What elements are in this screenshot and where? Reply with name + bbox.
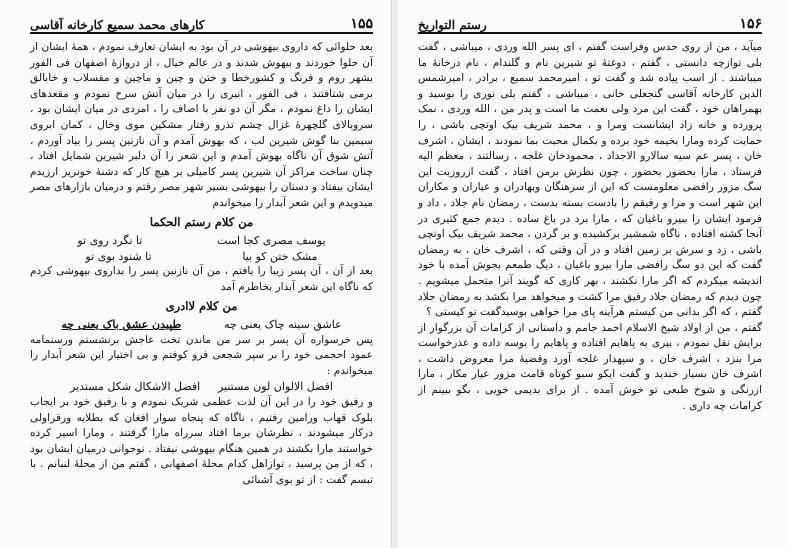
text-line: آقاسی گنجعلی خانی ، میباشی ، گفتم بلی نوری را بوسید و بهمراهان خود ، bbox=[418, 87, 763, 116]
hemistich: تا نگرد روی تو bbox=[77, 234, 143, 248]
verse-line bbox=[40, 249, 363, 265]
text-line: رافضی مارا بیرو باغیان ، دیگ طمعم بجوش آمده با خود اندیشه میکردم که bbox=[418, 259, 762, 287]
left-running-title: کارهای محمد سمیع کارخانه آقاسی bbox=[30, 18, 205, 32]
left-para-3 bbox=[30, 333, 373, 380]
left-para-4 bbox=[30, 395, 373, 489]
hemistich: یوسف مصری کجا است bbox=[216, 234, 326, 248]
section-heading: من کلام لاادری bbox=[165, 298, 238, 313]
text-line: بعد حلوائی که داروی بیهوشی در آن بود به ایشان تعارف نمودم ، همهٔ ایشان از bbox=[30, 41, 373, 53]
text-line: گفت این مرد ولی نعمت ما است و پدر من ، الله وردی ، نمک پرورده و خانه زاد bbox=[418, 103, 762, 131]
left-page-number: ۱۵۵ bbox=[350, 16, 373, 32]
text-line: مارا بکشند در همین هنگام بیهوشی نیفتاد . bbox=[148, 442, 334, 455]
text-line: توازچه دانستی ، گفتم ، دوغتهٔ تو شیرین نام و گلندام ، نام درخانهٔ ما میباشند . از bbox=[418, 56, 762, 85]
text-line: چون دیدم که رمضان جلاد رفیق مرا کشت و میخواهد مرا بکشد به bbox=[473, 290, 762, 303]
text-line: نوجوانی درمیان ایشان بود ، که از من پرسید ، توازاهل کدام bbox=[30, 442, 373, 471]
left-para-2 bbox=[30, 264, 373, 295]
text-line: اسب پیاده شد و گفت تو ، امیرمحمد سمیع ، برادر ، امیرشمس الدین کارخانه bbox=[418, 72, 762, 100]
text-line: که ناگاه این شعر آبدار بخاطرم آمد bbox=[220, 280, 373, 293]
text-line: رفیقم را بادست بسته بدست ، رمضان نام جلاد ، داد و فرمود ایشان را ببیرو باغیان bbox=[418, 196, 762, 225]
right-page-header bbox=[418, 10, 762, 34]
right-page-number: ۱۵۶ bbox=[739, 16, 762, 32]
hemistich: افضل الاشکال شکل مستدیر bbox=[70, 380, 201, 394]
text-line: ناگاه بهوش آمدم و این شعر را آن دلبر شیرین شمایل افتاد ، چنان ساخت مراکز آن bbox=[30, 150, 373, 178]
text-line: شمشیر برکشیده و بر گردن ، محمد شریف بیک اوتچی باشی ، زد و سرش بر زمین bbox=[418, 228, 762, 256]
hemistich: طپیدن عشق باک یعنی چه bbox=[61, 318, 182, 332]
text-line: رمضان جلاد گفتم ، که اگر بدانی من کیستم هرآینه پای مرا خواهی بوسیدگفت bbox=[418, 290, 762, 319]
text-line: که ، مارا برد در باغ ساده . دیدم جمع کثیری در آنجا کشته افتاده ، ناگاه bbox=[418, 212, 762, 241]
text-line: میآید ، من از روی حدس وفراست گفتم ، ای پسر الله وردی ، میباشی ، گفت بلی bbox=[418, 41, 762, 69]
text-line: بسیر شهر مصر رفتم و درمیان بازارهای مصر میدویدم و این شعر آبدار را میخواندم bbox=[30, 181, 373, 209]
right-running-title: رستم التواریخ bbox=[418, 18, 487, 32]
text-line: اگر مارا نکشند ، بهر کاری که گویند آنرا متحمل میشویم . bbox=[418, 274, 677, 287]
text-line: غزال چشم تذرو رفتار مشکین موی وخال ، کمان ابروی سیمین بنا گوش شیرین bbox=[30, 118, 373, 147]
text-line: افتاد و در آن وقتی که ، اشرف خان ، به رمضان گفت که این دو سگ bbox=[418, 243, 762, 272]
text-line: و رفیق خود را در این آن لذت عظمی شریک نمودم و با رفیق خود بر ایجاب bbox=[30, 396, 373, 409]
text-line: از برایش نقل نمودم ، بیری به پاهایم افتاده و پاهایم را بوسه داده و عذرخواست bbox=[418, 321, 762, 350]
text-line: سیه سالارو الاجداد ، محمودخان غلجه ، رسالتند ، معظم الیه فرستاد ، مارا بحضور bbox=[418, 150, 762, 178]
text-line: آن حلوا خوردند و بیهوش شدند و در عالم خیال ، از دروازهٔ اصفهان فی الفور bbox=[30, 56, 373, 69]
text-line: خود برده و بکمال محبت بما نمودند ، ایشان ، اشرف خان ، پسر عم bbox=[418, 134, 762, 163]
text-line: مرا بنزد ، اشرف خان ، و سپهدار غلجه آورد وقضیهٔ مرا معروض داشت ، اشرف bbox=[418, 352, 762, 381]
text-line: چه داری . bbox=[682, 399, 726, 412]
hemistich: عاشق سینه چاک یعنی چه bbox=[224, 318, 342, 332]
text-line: خود را بر سپر شجعی فرو کوفتم و بی اختیار این شعر آبدار را میخواندم : bbox=[30, 349, 373, 377]
left-page bbox=[0, 0, 392, 548]
text-line: پس خرسواره آن پسر بر سر من ماندن تخت عاجش برنشستم ورسنمامه عمود احجمی bbox=[30, 333, 374, 362]
text-line: شوخ طبعی تو خوش آمده . از برای بدیمی خویی ، بگو ببینم از کرامات bbox=[418, 384, 762, 412]
right-para-1 bbox=[418, 40, 762, 321]
text-line: تو کیستی ؟ bbox=[426, 306, 477, 319]
left-page-body bbox=[30, 40, 373, 542]
hemistich: تا شنود بوی تو bbox=[85, 249, 152, 263]
text-line: فی الفور ، انبری را در میان آتش سرخ نمودم و مقعدهای ایشان را داغ bbox=[30, 87, 373, 116]
verse-line bbox=[40, 317, 363, 333]
text-line: خان بسیار خندید و گفت ایکو سبو کوتاه قامت مزور عیار مکار ، مارا ازرنگی و bbox=[418, 368, 762, 397]
right-page-body bbox=[418, 40, 762, 542]
text-line: گفتم ، من از اولاد شیخ الاسلام احمد جامم و داستانی از کرامات آن بزرگوار bbox=[429, 321, 762, 334]
text-line: شیرین پسر کامیلی بر هیچ کار که دشنهٔ خونریز ارزیدم ایشان بیفتاد و دستان را بیهوشی bbox=[30, 165, 374, 194]
text-line: میشودند ، نظرشان برما افتاد سرراه مارا گرفتند ، ومارا اسیر کرده خواستند bbox=[30, 427, 373, 455]
text-line: نمودم ، مگر آن دو نفر با اصاف را ، امردی در میان ایشان بود ، سروبالای گلچهرهٔ bbox=[30, 103, 373, 131]
section-heading: من کلام رستم الحکما bbox=[149, 214, 254, 229]
text-line: بعد از آن ، آن پسر زیبا را یافتم ، من آن نازنین پسر را بداروی بیهوشی کردم bbox=[30, 265, 373, 278]
right-page bbox=[398, 0, 788, 548]
text-line: بلوک قهاب ورامین رفتیم ، ناگاه که پنجاه سوار افغان که بطلایه ورقراولی درکار bbox=[30, 411, 373, 440]
text-line: محلهٔ اصفهانی ، گفتم من از محلهٔ لنبانم . با تبسم گفت : از تو بوی آشنائی bbox=[30, 458, 373, 487]
hemistich: افضل الالوان لون مستنیر bbox=[217, 380, 333, 394]
text-line: بشهر روم و فرنگ و کشورخطا و ختن و چین و ماچین و مقسلاب و خابالق برمی شتافتند ، bbox=[30, 72, 373, 100]
left-page-header bbox=[30, 10, 373, 34]
right-para-2 bbox=[418, 321, 762, 415]
verse-line bbox=[40, 233, 363, 249]
left-para-1 bbox=[30, 40, 373, 212]
verse-line bbox=[70, 379, 333, 395]
hemistich: مشک ختن کو بیا bbox=[242, 249, 318, 263]
text-line: که این از سرهنگان وبهادران و عیاران و مکاران این شهر است و مرا و bbox=[418, 181, 762, 209]
text-line: بحضور ، چون نظرش برمن افتاد ، گفت ازروزیت این سگ مزور رافضی معلومست bbox=[418, 165, 762, 194]
text-line: ایشانست ومرا و ، محمد شریف بیک اوتچی باشی ، را حمایت کرده ومارا بخیمه bbox=[418, 118, 762, 147]
text-line: لب ، که بهوش آمدم و آن نازنین پسر را بیاد آوردم ، آتش شوق آن bbox=[30, 134, 373, 163]
